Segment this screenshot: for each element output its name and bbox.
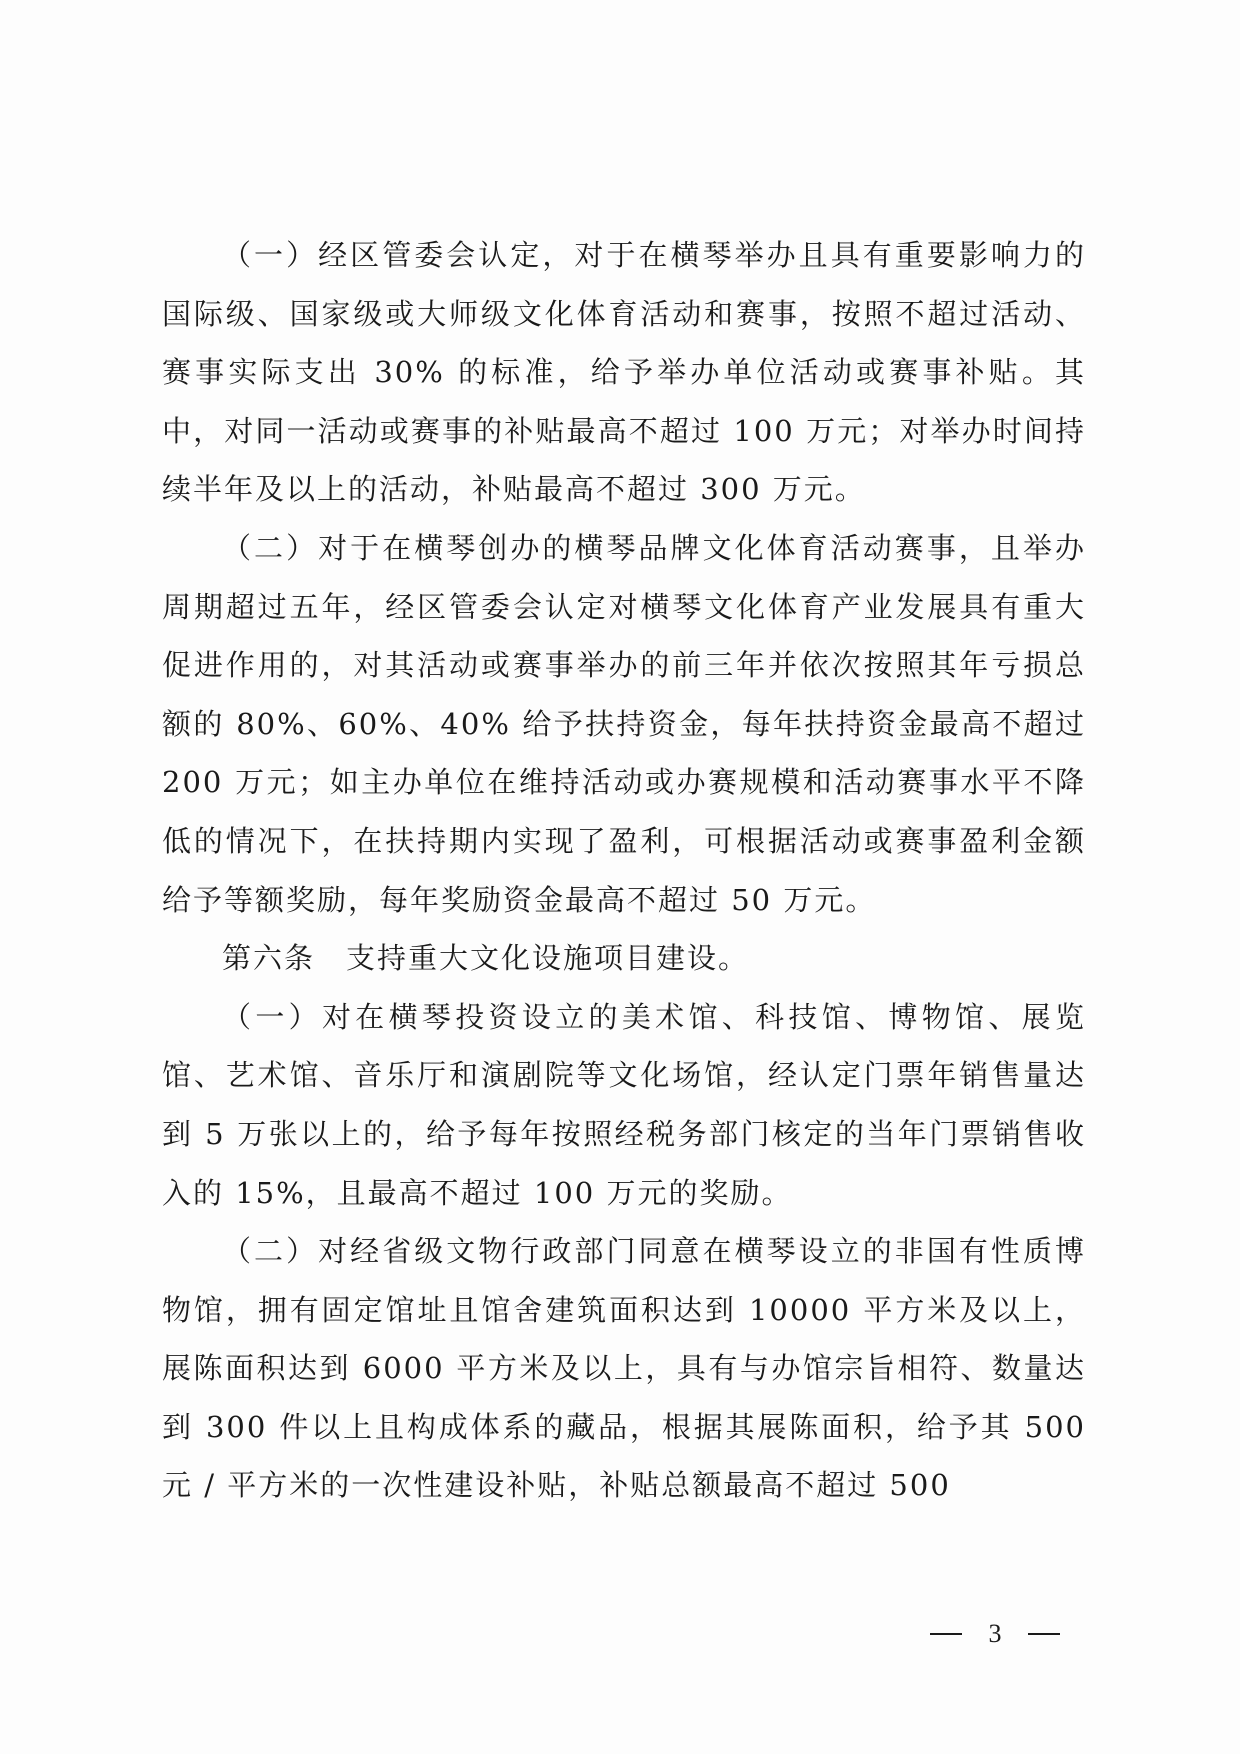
article-six-heading: 第六条 支持重大文化设施项目建设。 xyxy=(222,941,750,976)
page-number xyxy=(930,1614,1060,1654)
page-number-value: 3 xyxy=(988,1619,1002,1648)
page-number-left-dash xyxy=(930,1633,962,1635)
page-number-right-dash xyxy=(1028,1633,1060,1635)
paragraph-venue-ticket-reward: （一）对在横琴投资设立的美术馆、科技馆、博物馆、展览馆、艺术馆、音乐厅和演剧院等文化场馆，经认定门票年销售量达到 5 万张以上的，给予每年按照经税务部门核定的当年门票销售收入的 15%，且最高不超过 100 万元的奖励。 xyxy=(162,999,1086,1210)
paragraph-brand-event-support: （二）对于在横琴创办的横琴品牌文化体育活动赛事，且举办周期超过五年，经区管委会认定对横琴文化体育产业发展具有重大促进作用的，对其活动或赛事举办的前三年并依次按照其年亏损总额的 80%、60%、40% 给予扶持资金，每年扶持资金最高不超过 200 万元；如主办单位在维持活动或办赛规模和活动赛事水平不降低的情况下，在扶持期内实现了盈利，可根据活动或赛事盈利金额给予等额奖励，每年奖励资金最高不超过 50 万元。 xyxy=(162,530,1086,917)
paragraph-activity-subsidy: （一）经区管委会认定，对于在横琴举办且具有重要影响力的国际级、国家级或大师级文化体育活动和赛事，按照不超过活动、赛事实际支出 30% 的标准，给予举办单位活动或赛事补贴。其中，对同一活动或赛事的补贴最高不超过 100 万元；对举办时间持续半年及以上的活动，补贴最高不超过 300 万元。 xyxy=(162,238,1086,507)
paragraph-museum-construction-subsidy: （二）对经省级文物行政部门同意在横琴设立的非国有性质博物馆，拥有固定馆址且馆舍建筑面积达到 10000 平方米及以上，展陈面积达到 6000 平方米及以上，具有与办馆宗旨相符、数量达到 300 件以上且构成体系的藏品，根据其展陈面积，给予其 500 元 / 平方米的一次性建设补贴，补贴总额最高不超过 500 xyxy=(162,1234,1086,1503)
document-body xyxy=(162,226,1086,1515)
